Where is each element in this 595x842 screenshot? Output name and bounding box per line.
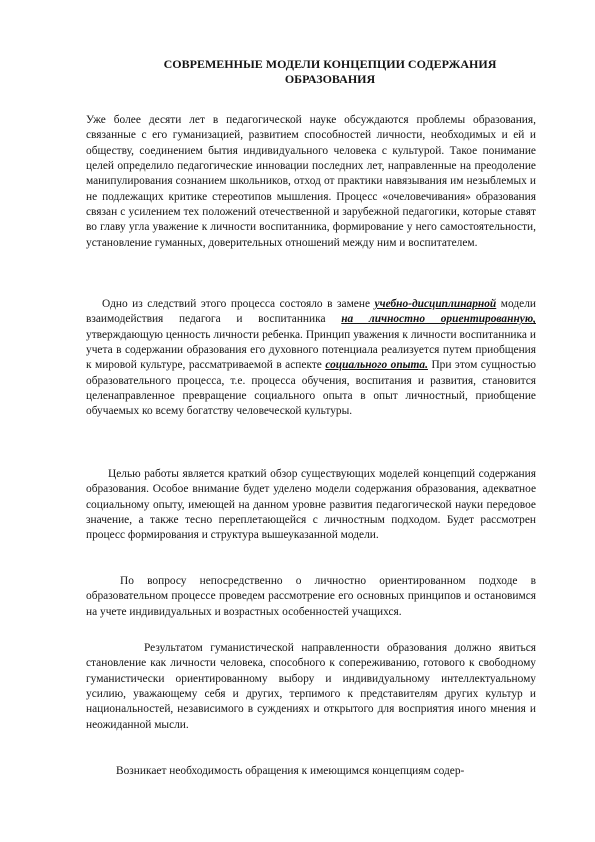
paragraph-goal: Целью работы является краткий обзор существующих моделей концепций содержания образования. Особое внимание будет уделено модели содержания образования, адекватное социальному опыту, имеющей на данном уровне развития педагогической науки передовое значение, а также тесно переплетающейся с личностным подходом. Будет рассмотрен процесс формирования и структура вышеуказанной модели. bbox=[86, 468, 536, 542]
paragraph-approach: По вопросу непосредственно о личностно ориентированном подходе в образовательном процессе проведем рассмотрение его основных принципов и остановимся на учете индивидуальных и возрастных особенностей учащихся. bbox=[86, 575, 536, 618]
paragraph-result: Результатом гуманистической направленности образования должно явиться становление как личности человека, способного к сопереживанию, готового к свободному гуманистически ориентированному выбору и индивидуальному интеллектуальному усилию, уважающему себя и других, терпимого к представителям других культур и национальностей, независимого в суждениях и открытого для восприятия иного мнения и неожиданной мысли. bbox=[86, 642, 536, 731]
paragraph-text: Одно из следствий этого процесса состояло в замене bbox=[102, 298, 375, 310]
page-title bbox=[130, 57, 530, 87]
term-person-oriented: на личностно ориентированную, bbox=[341, 313, 536, 326]
paragraph-text: При этом сущностью образовательного процесса, т.е. процесса обучения, воспитания и развития, становится целенаправленное превращение социального опыта в опыт личностный, приобщение обучаемых ко всему богатству человеческой культуры. bbox=[86, 359, 536, 418]
paragraph-text: модели взаимодействия педагога и воспитанника bbox=[86, 298, 536, 326]
paragraph-text: утверждающую ценность личности ребенка. Принцип уважения к личности воспитанника и учета в содержании образования его духовного потенциала реализуется путем приобщения к мировой культуре, рассматриваемой в аспекте bbox=[86, 328, 536, 372]
title-line-1: СОВРЕМЕННЫЕ МОДЕЛИ КОНЦЕПЦИИ СОДЕРЖАНИЯ bbox=[163, 57, 497, 71]
paragraph-intro: Уже более десяти лет в педагогической науке обсуждаются проблемы образования, связанные с его гуманизацией, развитием способностей личности, необходимых и ей и обществу, соединением бытия индивидуального человека с культурой. Такое понимание целей определило педагогические инновации последних лет, направленные на преодоление манипулирования сознанием школьников, отход от практики навязывания им незыблемых и не подлежащих критике стереотипов мышления. Процесс «очеловечивания» образования связан с усилением тех положений отечественной и зарубежной педагогики, которые ставят во главу угла уважение к личности воспитанника, формирование у него самостоятельности, установление гуманных, доверительных отношений между ним и воспитателем. bbox=[86, 114, 536, 249]
title-line-2: ОБРАЗОВАНИЯ bbox=[284, 72, 376, 86]
paragraph-continuation: Возникает необходимость обращения к имеющимся концепциям содер- bbox=[116, 765, 465, 777]
term-teaching-disciplinary: учебно-дисциплинарной bbox=[374, 298, 497, 310]
term-social-experience: социального опыта. bbox=[325, 359, 428, 372]
paragraph-model-shift bbox=[86, 297, 536, 420]
